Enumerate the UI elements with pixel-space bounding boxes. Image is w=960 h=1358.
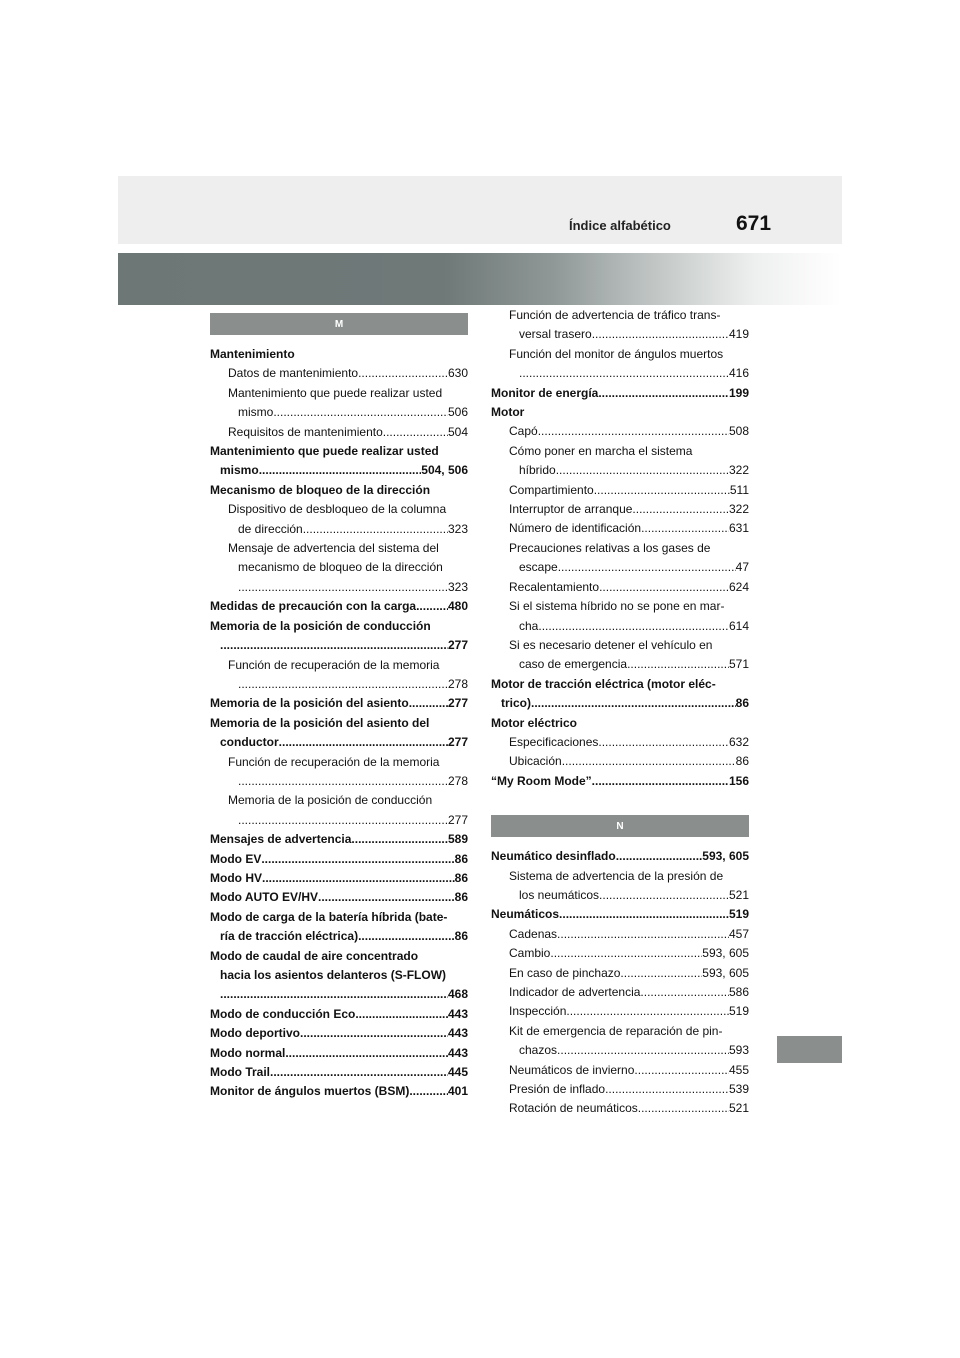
page-reference: 322	[728, 502, 749, 517]
page-reference: 593, 605	[702, 849, 749, 864]
entry-text: Mensaje de advertencia del sistema del	[228, 541, 439, 556]
entry-text: Función de recuperación de la memoria	[228, 754, 440, 769]
entry-text: Indicador de advertencia	[509, 985, 641, 999]
index-entry	[210, 345, 468, 364]
index-column-right	[491, 306, 749, 1119]
index-entry	[210, 830, 468, 849]
entry-list-n	[491, 847, 749, 1119]
entry-text: Cambio	[509, 946, 551, 961]
page-reference: 571	[728, 657, 749, 672]
index-entry	[491, 714, 749, 733]
entry-text: Presión de inflado	[509, 1082, 606, 1097]
page-reference: 480	[447, 599, 468, 614]
dot-leader	[318, 888, 455, 907]
page-reference: 323	[447, 521, 468, 536]
index-entry	[210, 850, 468, 869]
header-band	[118, 176, 842, 244]
page-reference: 593, 605	[702, 965, 749, 980]
entry-text: Mecanismo de bloqueo de la dirección	[210, 482, 431, 497]
page-reference: 521	[728, 1101, 749, 1116]
dot-leader	[261, 850, 454, 869]
entry-text: conductor	[220, 735, 279, 750]
index-entry	[491, 925, 749, 944]
dot-leader	[641, 519, 729, 538]
index-entry	[210, 791, 468, 830]
entry-list-m-continued	[491, 306, 749, 791]
dot-leader	[262, 869, 455, 888]
dot-leader	[220, 985, 448, 1004]
entry-text: Motor	[491, 405, 525, 420]
entry-text: Modo de caudal de aire concentrado	[210, 948, 419, 963]
index-entry	[491, 944, 749, 963]
entry-text: escape	[519, 560, 558, 575]
entry-text: Neumáticos de invierno	[509, 1062, 635, 1077]
page-reference: 632	[728, 734, 749, 749]
index-entry	[210, 753, 468, 792]
entry-text: los neumáticos	[519, 887, 600, 902]
dot-leader	[383, 423, 448, 442]
dot-leader	[270, 1063, 448, 1082]
index-entry	[491, 964, 749, 983]
entry-text: Capó	[509, 424, 538, 439]
index-entry	[210, 1044, 468, 1063]
entry-text: Mantenimiento	[210, 347, 295, 361]
entry-text: Modo HV	[210, 870, 262, 885]
entry-text: Función del monitor de ángulos muertos	[509, 346, 724, 361]
dot-leader	[638, 1099, 729, 1118]
index-entry	[491, 519, 749, 538]
entry-text: Mensajes de advertencia	[210, 832, 352, 847]
index-entry	[491, 500, 749, 519]
letter-header-n: N	[491, 815, 749, 837]
page-reference: 86	[454, 870, 468, 885]
index-column-left	[210, 313, 468, 1102]
page-reference: 156	[728, 773, 749, 788]
page-reference: 508	[728, 424, 749, 439]
dot-leader	[599, 578, 729, 597]
entry-text: Modo AUTO EV/HV	[210, 890, 318, 905]
index-entry	[210, 908, 468, 947]
dot-leader	[558, 558, 736, 577]
page-reference: 277	[447, 638, 468, 653]
entry-text: versal trasero	[519, 327, 592, 342]
index-entry	[491, 983, 749, 1002]
entry-text: Mantenimiento que puede realizar usted	[210, 444, 439, 459]
entry-text: En caso de pinchazo	[509, 965, 621, 980]
dot-leader	[220, 636, 448, 655]
dot-leader	[238, 772, 448, 791]
index-entry	[210, 384, 468, 423]
index-entry	[210, 597, 468, 616]
page-reference: 47	[735, 560, 749, 575]
index-entry	[491, 422, 749, 441]
page-reference: 586	[728, 985, 749, 999]
entry-text: Datos de mantenimiento	[228, 366, 359, 381]
index-entry	[491, 752, 749, 771]
index-entry	[210, 442, 468, 481]
entry-text: Modo deportivo	[210, 1026, 300, 1041]
index-entry	[491, 905, 749, 924]
page-reference: 277	[447, 696, 468, 711]
dot-leader	[358, 364, 448, 383]
index-entry	[491, 636, 749, 675]
dot-leader	[627, 655, 729, 674]
page-reference: 443	[447, 1006, 468, 1021]
page-reference: 593, 605	[702, 946, 749, 961]
entry-text: hacia los asientos delanteros (S-FLOW)	[220, 968, 447, 982]
entry-text: cha	[519, 618, 539, 633]
page-reference: 506	[447, 405, 468, 420]
page-reference: 419	[728, 327, 749, 342]
entry-text: Precauciones relativas a los gases de	[509, 540, 711, 555]
index-entry	[491, 578, 749, 597]
dot-leader	[238, 578, 448, 597]
dot-leader	[594, 481, 730, 500]
entry-text: Memoria de la posición del asiento	[210, 696, 409, 711]
entry-text: Función de advertencia de tráfico trans-	[509, 308, 721, 322]
entry-text: Si el sistema híbrido no se pone en mar-	[509, 599, 725, 614]
dot-leader	[538, 422, 729, 441]
dot-leader	[559, 905, 729, 924]
entry-text: Modo normal	[210, 1045, 286, 1060]
index-entry	[210, 656, 468, 695]
dot-leader	[409, 1082, 448, 1101]
page-reference: 589	[447, 832, 468, 847]
dot-leader	[634, 1061, 729, 1080]
entry-text: de dirección	[238, 521, 303, 536]
page-reference: 511	[729, 482, 749, 497]
index-entry	[210, 1063, 468, 1082]
page-reference: 86	[735, 754, 749, 769]
index-entry	[491, 867, 749, 906]
dot-leader	[616, 847, 703, 866]
index-entry	[491, 772, 749, 791]
page-reference: 323	[447, 579, 468, 594]
dot-leader	[285, 1044, 448, 1063]
entry-text: Recalentamiento	[509, 579, 600, 594]
entry-text: Especificaciones	[509, 734, 599, 749]
entry-text: Si es necesario detener el vehículo en	[509, 637, 713, 652]
page-reference: 519	[728, 1004, 749, 1019]
index-entry	[210, 481, 468, 500]
entry-text: “My Room Mode”	[491, 773, 592, 788]
section-spacer	[491, 791, 749, 815]
dot-leader	[355, 1005, 448, 1024]
dot-leader	[519, 364, 729, 383]
index-entry	[210, 947, 468, 1005]
entry-text: Número de identificación	[509, 521, 642, 536]
entry-text: Dispositivo de desbloqueo de la columna	[228, 502, 447, 517]
page-reference: 519	[728, 907, 749, 922]
dot-leader	[640, 983, 729, 1002]
dot-leader	[566, 1002, 729, 1021]
index-entry	[491, 733, 749, 752]
dot-leader	[358, 927, 455, 946]
entry-text: Modo de conducción Eco	[210, 1006, 356, 1021]
page-reference: 631	[728, 521, 749, 536]
page-reference: 277	[447, 812, 468, 827]
page-reference: 455	[728, 1062, 749, 1077]
letter-header-m: M	[210, 313, 468, 335]
page-number: 671	[736, 212, 772, 235]
page-reference: 401	[447, 1084, 468, 1099]
entry-text: Modo Trail	[210, 1065, 270, 1080]
index-entry	[491, 597, 749, 636]
entry-text: caso de emergencia	[519, 657, 628, 672]
entry-text: chazos	[519, 1043, 558, 1058]
entry-text: Mantenimiento que puede realizar usted	[228, 385, 443, 400]
entry-text: Memoria de la posición de conducción	[210, 618, 431, 633]
page-reference: 457	[728, 926, 749, 941]
entry-text: Memoria de la posición del asiento del	[210, 715, 430, 730]
index-entry	[491, 847, 749, 866]
entry-text: mecanismo de bloqueo de la dirección	[238, 560, 443, 575]
page-reference: 278	[447, 676, 468, 691]
dot-leader	[238, 675, 448, 694]
index-entry	[491, 539, 749, 578]
entry-text: Monitor de energía	[491, 385, 599, 400]
index-entry	[491, 345, 749, 384]
index-entry	[491, 306, 749, 345]
entry-text: Ubicación	[509, 754, 562, 769]
dot-leader	[259, 461, 422, 480]
section-title: Índice alfabético	[569, 218, 671, 233]
entry-text: híbrido	[519, 463, 556, 478]
index-entry	[491, 1080, 749, 1099]
page-reference: 504	[447, 424, 468, 439]
dot-leader	[351, 830, 448, 849]
dot-leader	[598, 733, 729, 752]
page-reference: 614	[728, 618, 749, 633]
entry-list-m	[210, 345, 468, 1102]
entry-text: Modo EV	[210, 851, 262, 866]
page-reference: 322	[728, 463, 749, 478]
dot-leader	[557, 925, 729, 944]
dot-leader	[605, 1080, 729, 1099]
page-reference: 443	[447, 1026, 468, 1041]
entry-text: Compartimiento	[509, 482, 594, 497]
entry-text: Memoria de la posición de conducción	[228, 793, 433, 808]
entry-text: Motor de tracción eléctrica (motor eléc-	[491, 676, 716, 691]
entry-text: Inspección	[509, 1004, 567, 1019]
index-entry	[210, 1005, 468, 1024]
index-entry	[210, 869, 468, 888]
dot-leader	[279, 733, 448, 752]
dot-leader	[620, 964, 702, 983]
dot-leader	[416, 597, 448, 616]
index-entry	[210, 539, 468, 597]
dot-leader	[562, 752, 736, 771]
page-reference: 630	[447, 366, 468, 381]
index-entry	[491, 384, 749, 403]
dot-leader	[598, 384, 729, 403]
index-entry	[491, 442, 749, 481]
index-entry	[491, 403, 749, 422]
dot-leader	[273, 403, 448, 422]
entry-text: mismo	[220, 463, 259, 478]
dot-leader	[632, 500, 729, 519]
page-reference: 624	[728, 579, 749, 594]
page-reference: 443	[447, 1045, 468, 1060]
page-reference: 521	[728, 887, 749, 902]
page-reference: 86	[454, 851, 468, 866]
index-entry	[210, 694, 468, 713]
index-entry	[210, 1082, 468, 1101]
dot-leader	[303, 520, 448, 539]
entry-text: Función de recuperación de la memoria	[228, 657, 440, 672]
dot-leader	[556, 461, 729, 480]
index-entry	[210, 364, 468, 383]
entry-text: Medidas de precaución con la carga	[210, 599, 417, 614]
index-entry	[491, 1099, 749, 1118]
entry-text: Rotación de neumáticos	[509, 1101, 638, 1116]
dot-leader	[592, 325, 729, 344]
index-entry	[210, 617, 468, 656]
entry-text: Cadenas	[509, 926, 558, 941]
page-reference: 278	[447, 773, 468, 788]
index-entry	[491, 481, 749, 500]
index-entry	[491, 675, 749, 714]
index-entry	[491, 1022, 749, 1061]
page-reference: 539	[728, 1082, 749, 1097]
entry-text: mismo	[238, 405, 274, 420]
page-reference: 277	[447, 735, 468, 750]
dot-leader	[550, 944, 702, 963]
dot-leader	[238, 811, 448, 830]
entry-text: Requisitos de mantenimiento	[228, 424, 383, 439]
index-entry	[491, 1002, 749, 1021]
page-reference: 468	[447, 987, 468, 1002]
entry-text: trico)	[501, 696, 531, 711]
page-reference: 86	[454, 929, 468, 944]
index-entry	[210, 423, 468, 442]
entry-text: Neumáticos	[491, 907, 560, 922]
dot-leader	[409, 694, 448, 713]
entry-text: Neumático desinflado	[491, 849, 616, 864]
dot-leader	[531, 694, 736, 713]
entry-text: Monitor de ángulos muertos (BSM)	[210, 1084, 410, 1099]
dot-leader	[592, 772, 729, 791]
page-reference: 199	[728, 385, 749, 400]
dot-leader	[538, 617, 729, 636]
page-reference: 86	[735, 696, 749, 711]
dot-leader	[599, 886, 729, 905]
index-entry	[491, 1061, 749, 1080]
page-reference: 416	[728, 366, 749, 381]
page-reference: 504, 506	[421, 463, 468, 478]
index-entry	[210, 1024, 468, 1043]
chapter-side-tab	[777, 1036, 842, 1063]
page-reference: 445	[447, 1065, 468, 1080]
entry-text: Cómo poner en marcha el sistema	[509, 443, 693, 458]
decorative-gradient-band	[118, 253, 842, 305]
page-reference: 86	[454, 890, 468, 905]
page-reference: 593	[728, 1043, 749, 1058]
entry-text: ría de tracción eléctrica)	[220, 929, 359, 944]
entry-text: Modo de carga de la batería híbrida (bate-	[210, 909, 448, 924]
dot-leader	[557, 1041, 729, 1060]
entry-text: Interruptor de arranque	[509, 502, 633, 517]
dot-leader	[300, 1024, 448, 1043]
entry-text: Motor eléctrico	[491, 715, 578, 730]
index-entry	[210, 888, 468, 907]
index-entry	[210, 714, 468, 753]
index-entry	[210, 500, 468, 539]
entry-text: Sistema de advertencia de la presión de	[509, 868, 724, 883]
entry-text: Kit de emergencia de reparación de pin-	[509, 1023, 723, 1038]
